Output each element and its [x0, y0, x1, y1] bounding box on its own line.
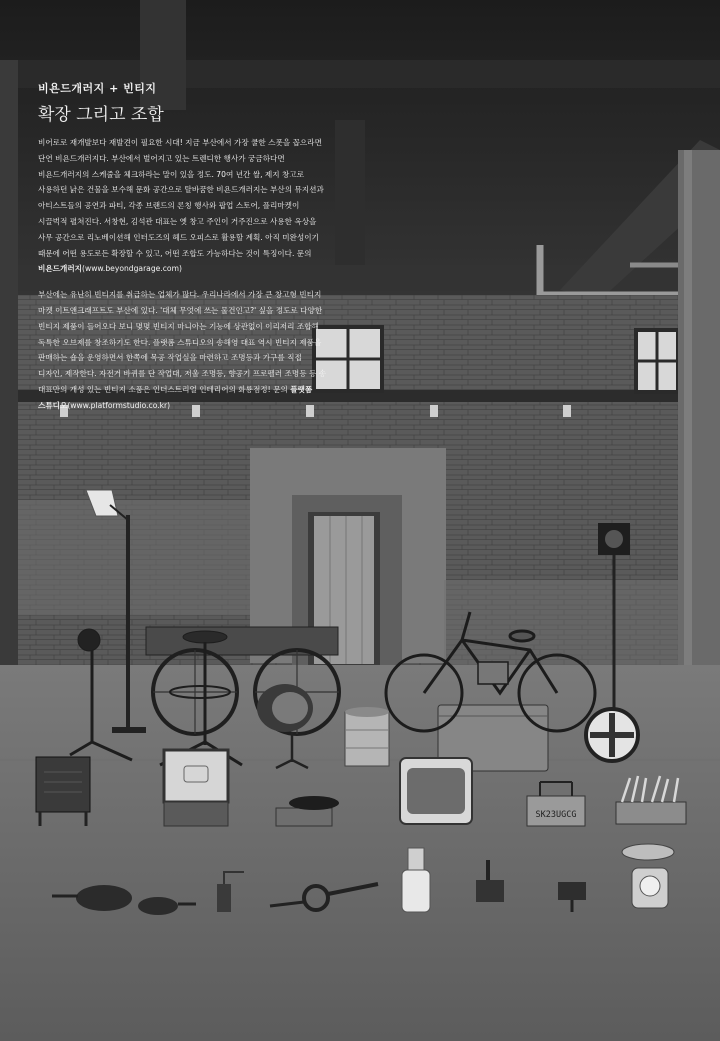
vintage-tv — [400, 758, 472, 824]
paragraph-1-body: 비어로로 재개발보다 재발견이 필요한 시대! 지금 부산에서 가장 쿨한 스폿을 꼽으라면 단연 비욘드개러지다. 부산에서 벌어지고 있는 트렌디한 행사가 궁금하다면 비욘드개러지의 스케줄을 체크하라는 말이 있을 정도. 70여 년간 쌀, 제지 창고로 사용하던 낡은 건물을 보수해 문화 공간으로 탈바꿈한 비욘드개러지는 부산의 뮤지션과 아티스트들의 공연과 파티, 각종 브랜드의 론칭 행사와 팝업 스토어, 플리마켓이 시끌벅적 펼쳐진다. 서창현, 김석관 대표는 옛 창고 주인이 거주진으로 사용한 옥상을 사무 공간으로 리노베이션해 인터도즈의 헤드 오피스로 활용할 계획. 아직 미완성이기 때문에 어떤 용도로든 확장할 수 있고, 어떤 조합도 가능하다는 것이 특징이다. 문의 — [38, 138, 324, 258]
round-fan — [586, 709, 638, 761]
framed-picture — [164, 750, 228, 826]
article-text — [38, 80, 328, 424]
article-paragraph-1 — [38, 135, 328, 277]
paragraph-2-contact-url: (www.platformstudio.co.kr) — [67, 400, 171, 410]
article-headline: 확장 그리고 조합 — [38, 105, 164, 125]
paragraph-2-contact-name: 플랫폼 스튜디오 — [38, 384, 313, 410]
paragraph-1-contact-url: (www.beyondgarage.com) — [82, 264, 182, 274]
paragraph-2-body: 부산에는 유난히 빈티지를 취급하는 업체가 많다. 우리나라에서 가장 큰 창고형 빈티지 마켓 이트앤크래프트도 부산에 있다. '대체 무엇에 쓰는 물건인고?' 싶을 정도로 다양한 빈티지 제품이 들어오다 보니 몇몇 빈티지 마니아는 기능에 상관없이 이리저리 조합해 독특한 오브제를 창조하기도 한다. 플랫폼 스튜디오의 송해영 대표 역시 빈티지 제품을 판매하는 숍을 운영하면서 한쪽에 목공 작업실을 마련하고 조명등과 가구를 직접 디자인, 제작한다. 자전거 바퀴를 단 작업대, 저울 조명등, 향공기 프로펠러 조명등 등 송 대표만의 개성 있는 빈티지 소품은 인더스트리얼 인테리어의 화룡점정! 문의 — [38, 290, 327, 394]
window-right — [634, 328, 680, 394]
metal-bucket — [345, 707, 389, 766]
paragraph-1-contact-name: 비욘드개러지 — [38, 264, 83, 274]
article-paragraph-2 — [38, 287, 328, 413]
article-kicker: 비욘드개러지 + 빈티지 — [38, 82, 157, 95]
crate-label: SK23UGCG — [535, 810, 577, 820]
